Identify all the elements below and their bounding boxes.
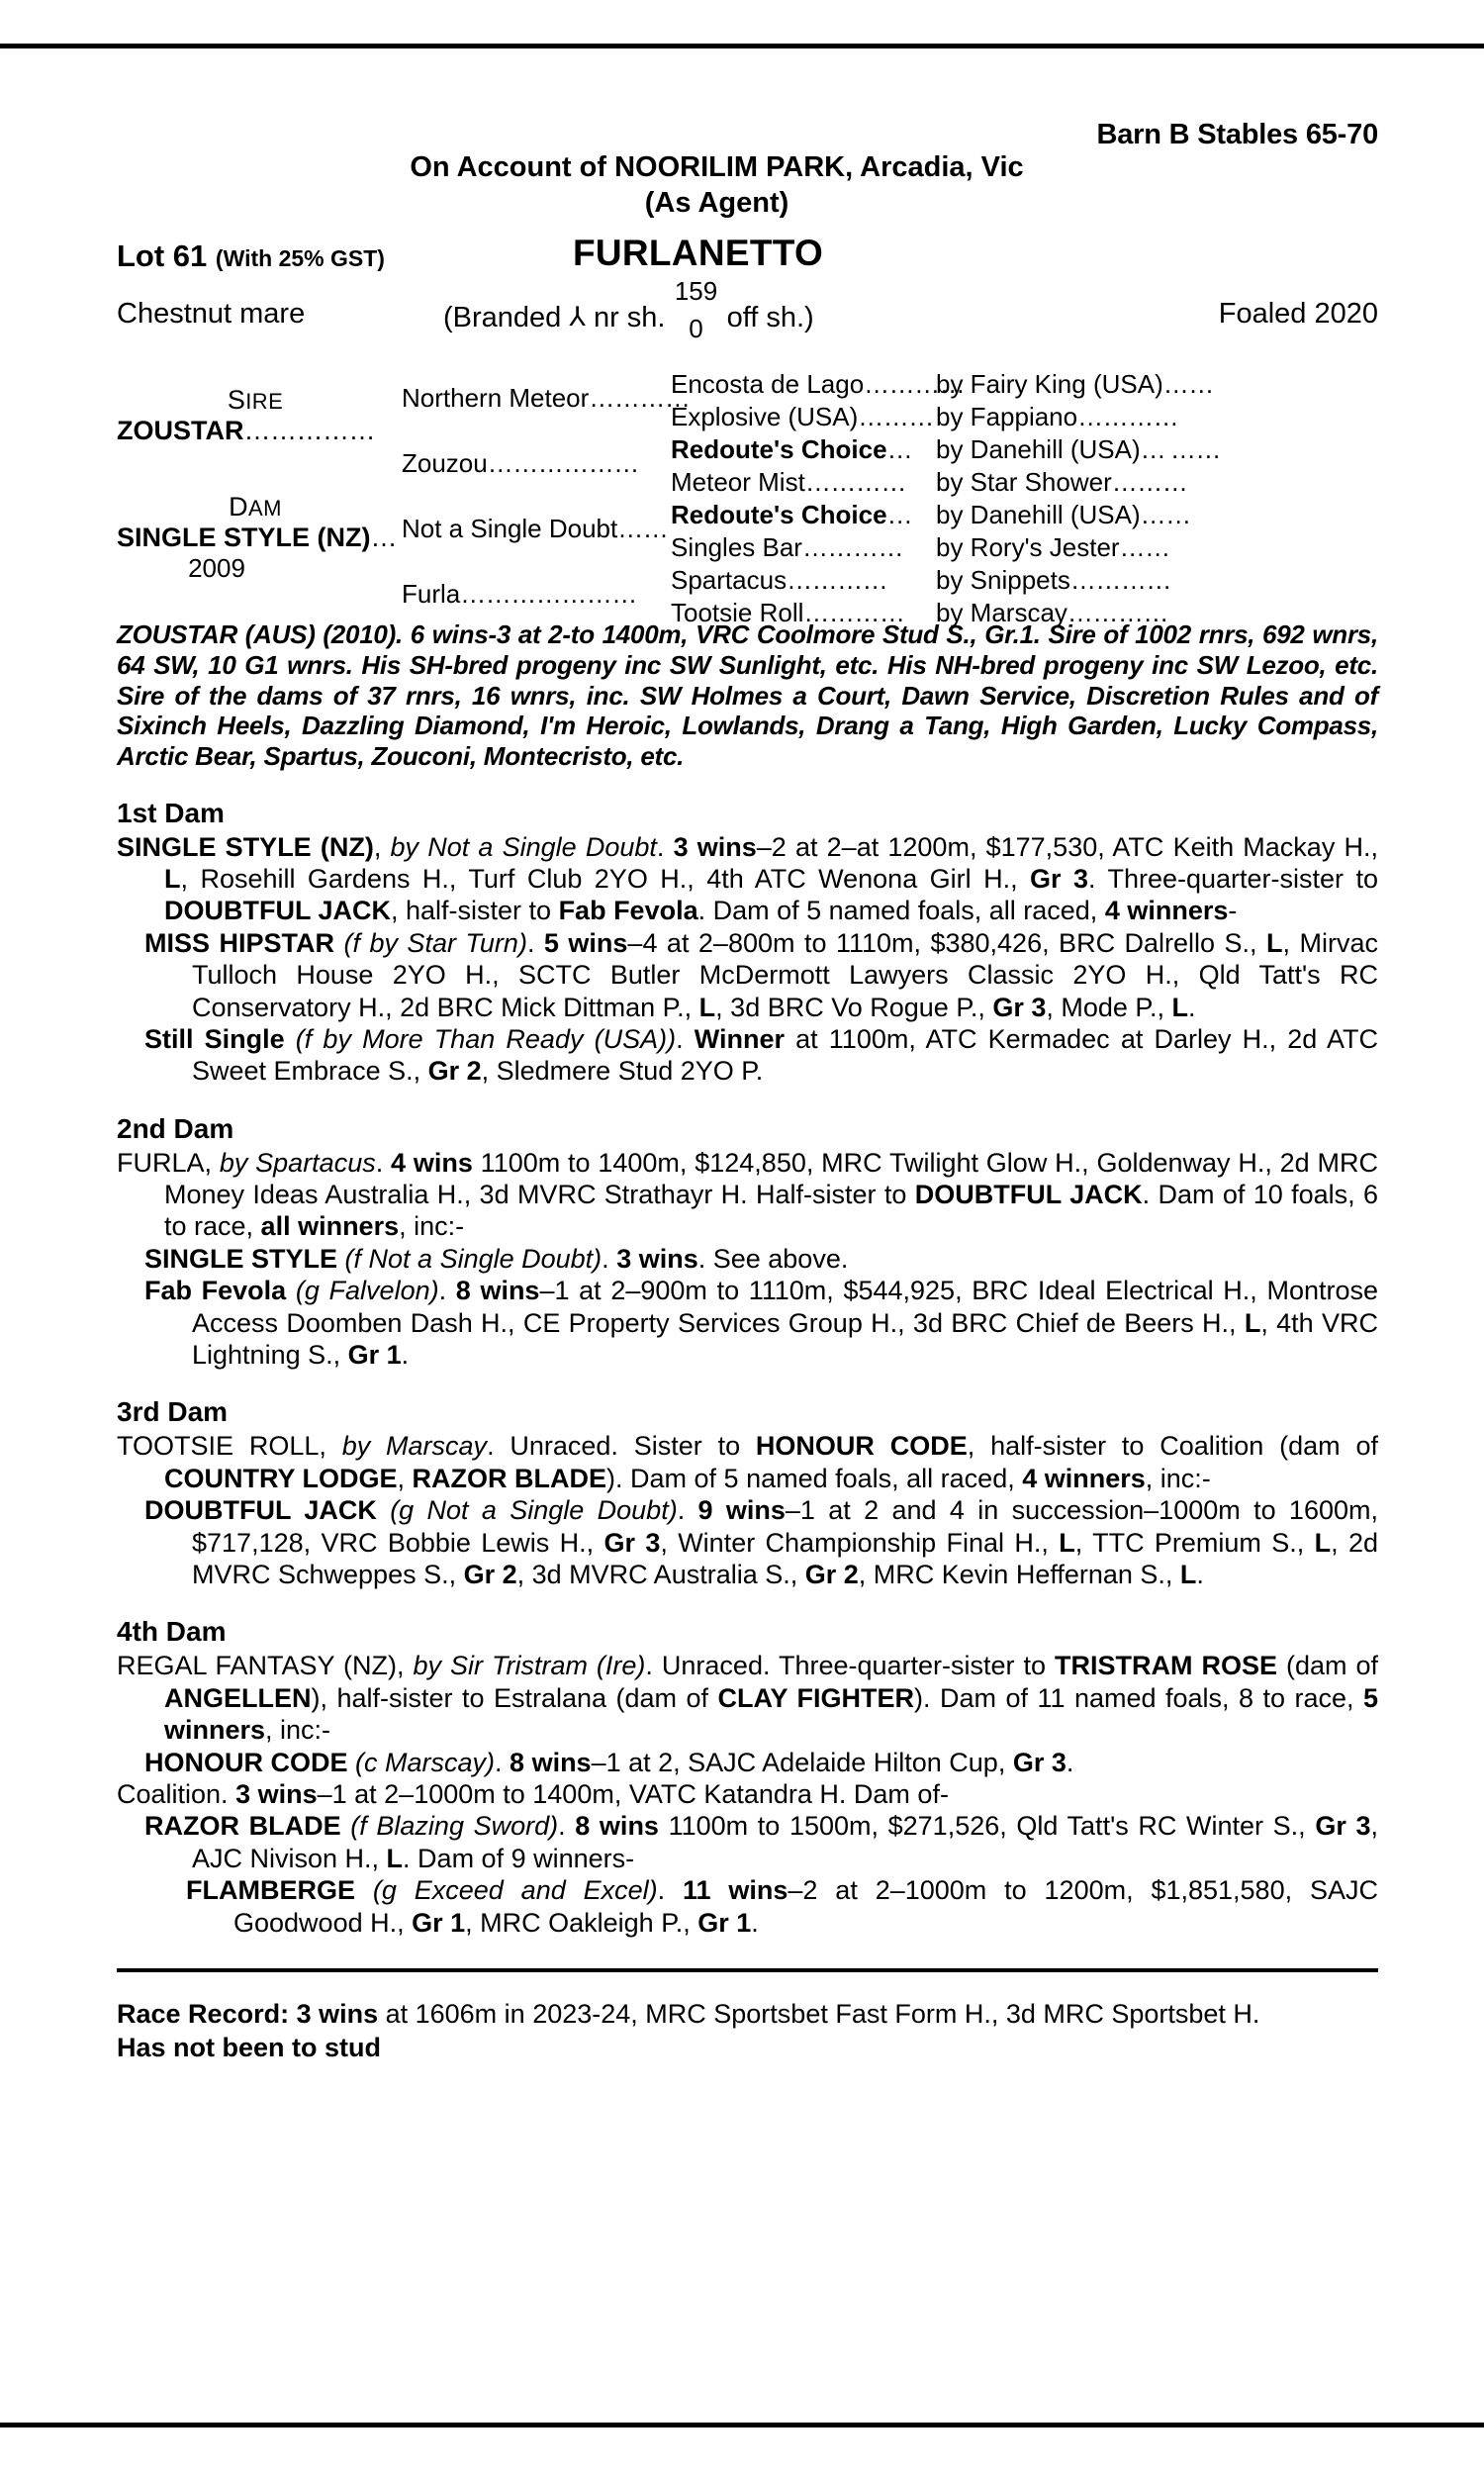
colour-and-sex: Chestnut mare — [117, 298, 306, 331]
greatgrandparent-5: Singles Bar………… — [671, 532, 903, 563]
pedigree-entry: Fab Fevola (g Falvelon). 8 wins–1 at 2–900m to 1110m, $544,925, BRC Ideal Electrical H., Montrose Access Doomben Dash H., CE Property Services Group H., 3d BRC Chief de Beers H., L, 4th VRC Lightning S., Gr 1. — [144, 1276, 1379, 1371]
greatgrandparent-0: Encosta de Lago………… — [671, 369, 966, 400]
brand-symbol-icon: ⅄ — [569, 302, 586, 333]
vendor-account: On Account of NOORILIM PARK, Arcadia, Vic — [410, 151, 1024, 184]
brand-number-bottom: 0 — [689, 314, 703, 344]
pedigree-entry: MISS HIPSTAR (f by Star Turn). 5 wins–4 at 2–800m to 1110m, $380,426, BRC Dalrello S., L, Mirvac Tulloch House 2YO H., SCTC Butler McDermott Lawyers Classic 2YO H., Qld Tatt's RC Conservatory H., 2d BRC Mick Dittman P., L, 3d BRC Vo Rogue P., Gr 3, Mode P., L. — [144, 927, 1379, 1022]
dam-generation-heading: 3rd Dam — [117, 1396, 229, 1428]
branded-off-shoulder: off sh.) — [726, 302, 814, 334]
pedigree-entry: FLAMBERGE (g Exceed and Excel). 11 wins–2 at 2–1000m to 1200m, $1,851,580, SAJC Goodwood H., Gr 1, MRC Oakleigh P., Gr 1. — [186, 1875, 1378, 1938]
pedigree-entry: DOUBTFUL JACK (g Not a Single Doubt). 9 wins–1 at 2 and 4 in succession–1000m to 1600m, $717,128, VRC Bobbie Lewis H., Gr 3, Winter Championship Final H., L, TTC Premium S., L, 2d MVRC Schweppes S., Gr 2, 3d MVRC Australia S., Gr 2, MRC Kevin Heffernan S., L. — [144, 1495, 1379, 1589]
greatgrandparent-7: Tootsie Roll………… — [671, 598, 905, 628]
dam-name: SINGLE STYLE (NZ)… — [117, 523, 397, 553]
brand-description — [443, 276, 814, 344]
pedigree-entry: HONOUR CODE (c Marscay). 8 wins–1 at 2, SAJC Adelaide Hilton Cup, Gr 3. — [144, 1747, 1074, 1777]
race-record-text: Race Record: 3 wins at 1606m in 2023-24, MRC Sportsbet Fast Form H., 3d MRC Sportsbet H. — [117, 1998, 1260, 2029]
dam-generation-heading: 2nd Dam — [117, 1112, 234, 1144]
pedigree-table — [117, 369, 1378, 628]
dam-generation-heading: 4th Dam — [117, 1616, 227, 1648]
greatgrandparent-sire-5: by Rory's Jester…… — [936, 532, 1175, 563]
race-record-rule — [117, 1968, 1378, 1972]
greatgrandparent-1: Explosive (USA)……… — [671, 402, 934, 432]
pedigree-entry: TOOTSIE ROLL, by Marscay. Unraced. Sister to HONOUR CODE, half-sister to Coalition (dam of COUNTRY LODGE, RAZOR BLADE). Dam of 5 named foals, all raced, 4 winners, inc:- — [117, 1431, 1378, 1493]
branded-prefix: (Branded — [443, 302, 562, 334]
sire-label: SIRE — [227, 385, 284, 416]
lot-number-text: Lot 61 — [117, 238, 208, 274]
greatgrandparent-sire-1: by Fappiano………… — [936, 402, 1179, 432]
greatgrandparent-3: Meteor Mist………… — [671, 467, 906, 498]
pedigree-entry: SINGLE STYLE (f Not a Single Doubt). 3 wins. See above. — [144, 1243, 849, 1274]
dam-generation-heading: 1st Dam — [117, 797, 225, 828]
grandparent-1: Zouzou……………… — [402, 448, 639, 479]
gst-note: (With 25% GST) — [215, 245, 385, 272]
brand-number — [674, 276, 719, 344]
barn-location: Barn B Stables 65-70 — [1096, 119, 1378, 150]
grandparent-3: Furla………………… — [402, 579, 637, 610]
stud-status: Has not been to stud — [117, 2033, 382, 2063]
pedigree-entry: Still Single (f by More Than Ready (USA)). Winner at 1100m, ATC Kermadec at Darley H., 2d ATC Sweet Embrace S., Gr 2, Sledmere Stud 2YO P. — [144, 1023, 1378, 1087]
page-title: FURLANETTO — [572, 233, 824, 274]
greatgrandparent-sire-2: by Danehill (USA)… …… — [936, 434, 1221, 465]
grandparent-2: Not a Single Doubt…… — [402, 514, 669, 544]
pedigree-col-sires-of-greatgrandparents — [936, 371, 1381, 632]
pedigree-col-greatgrandparents — [671, 369, 966, 632]
pedigree-entry: FURLA, by Spartacus. 4 wins 1100m to 1400m, $124,850, MRC Twilight Glow H., Goldenway H., 2d MRC Money Ideas Australia H., 3d MVRC Strathayr H. Half-sister to DOUBTFUL JACK. Dam of 10 foals, 6 to race, all winners, inc:- — [117, 1147, 1379, 1242]
pedigree-entry: Coalition. 3 wins–1 at 2–1000m to 1400m, VATC Katandra H. Dam of- — [117, 1778, 949, 1809]
branded-near-shoulder: nr sh. — [593, 302, 666, 334]
lot-row — [117, 233, 1378, 284]
agent-note: (As Agent) — [644, 186, 789, 219]
brand-number-top: 159 — [674, 276, 718, 307]
grandparent-0: Northern Meteor………… — [402, 383, 691, 414]
greatgrandparent-sire-6: by Snippets………… — [936, 565, 1171, 596]
pedigree-entry: RAZOR BLADE (f Blazing Sword). 8 wins 1100m to 1500m, $271,526, Qld Tatt's RC Winter S., Gr 3, AJC Nivison H., L. Dam of 9 winners- — [144, 1811, 1378, 1873]
pedigree-entry: SINGLE STYLE (NZ), by Not a Single Doubt. 3 wins–2 at 2–at 1200m, $177,530, ATC Keith Mackay H., L, Rosehill Gardens H., Turf Club 2YO H., 4th ATC Wenona Girl H., Gr 3. Three-quarter-sister to DOUBTFUL JACK, half-sister to Fab Fevola. Dam of 5 named foals, all raced, 4 winners- — [117, 831, 1378, 926]
page-content — [117, 119, 1378, 2064]
greatgrandparent-sire-0: by Fairy King (USA)…… — [936, 369, 1214, 400]
greatgrandparent-2: Redoute's Choice… — [671, 434, 917, 465]
greatgrandparent-sire-4: by Danehill (USA)…… — [936, 500, 1196, 530]
greatgrandparent-4: Redoute's Choice… — [671, 500, 917, 530]
greatgrandparent-6: Spartacus………… — [671, 565, 888, 596]
foaled-year: Foaled 2020 — [1218, 298, 1378, 331]
sire-summary: ZOUSTAR (AUS) (2010). 6 wins-3 at 2-to 1400m, VRC Coolmore Stud S., Gr.1. Sire of 1002 rnrs, 692 wnrs, 64 SW, 10 G1 wnrs. His SH-bred progeny inc SW Sunlight, etc. His NH-bred progeny inc SW Lezoo, etc. Sire of the dams of 37 rnrs, 16 wnrs, inc. SW Holmes a Court, Dawn Service, Discretion Rules and of Sixinch Heels, Dazzling Diamond, I'm Heroic, Lowlands, Drang a Tang, High Garden, Lucky Compass, Arctic Bear, Spartus, Zouconi, Montecristo, etc. — [117, 619, 1378, 771]
bottom-rule — [0, 2423, 1484, 2427]
sire-name: ZOUSTAR…………… — [117, 416, 375, 446]
race-record-block — [117, 1968, 1378, 2064]
dam-sections — [117, 798, 1378, 1939]
greatgrandparent-sire-7: by Marscay………… — [936, 598, 1168, 628]
dam-label: DAM — [229, 492, 282, 523]
top-rule — [0, 44, 1484, 48]
description-row — [117, 276, 1378, 347]
dam-year: 2009 — [188, 553, 245, 584]
pedigree-entry: REGAL FANTASY (NZ), by Sir Tristram (Ire). Unraced. Three-quarter-sister to TRISTRAM ROSE (dam of ANGELLEN), half-sister to Estralana (dam of CLAY FIGHTER). Dam of 11 named foals, 8 to race, 5 winners, inc:- — [117, 1651, 1378, 1746]
greatgrandparent-sire-3: by Star Shower……… — [936, 467, 1188, 498]
